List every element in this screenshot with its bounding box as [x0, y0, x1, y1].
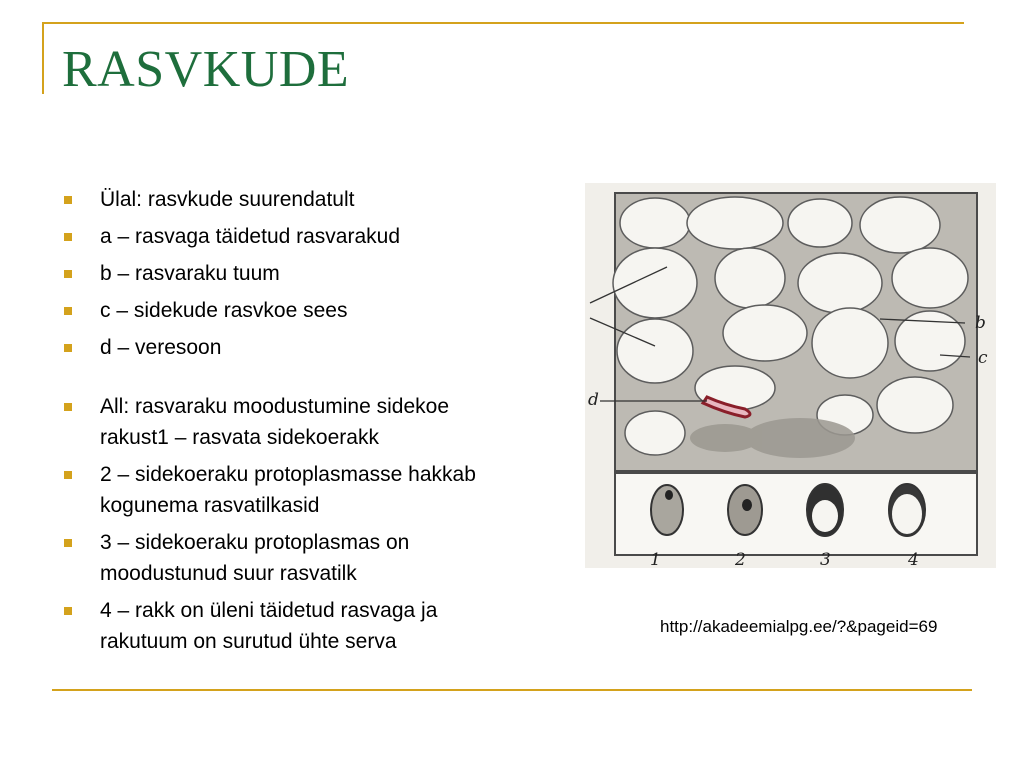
bullet-item: [64, 332, 504, 363]
bullet-list: [64, 184, 504, 663]
bullet-text: 4 – rakk on üleni täidetud rasvaga ja rakutuum on surutud ühte serva: [100, 599, 438, 653]
bullet-item: [64, 221, 504, 252]
figure-label-b: b: [975, 313, 986, 333]
bullet-item: [64, 527, 504, 589]
bullet-text: Ülal: rasvkude suurendatult: [100, 188, 355, 211]
bullet-text: c – sidekude rasvkoe sees: [100, 299, 348, 322]
figure-label-d: d: [588, 390, 599, 410]
bullet-item: [64, 595, 504, 657]
bullet-item: [64, 258, 504, 289]
bullet-square-icon: [64, 233, 72, 241]
bullet-item: [64, 184, 504, 215]
bullet-item: [64, 295, 504, 326]
bullet-text: a – rasvaga täidetud rasvarakud: [100, 225, 401, 248]
source-url: http://akadeemialpg.ee/?&pageid=69: [660, 617, 938, 636]
slide-title: RASVKUDE: [62, 41, 350, 98]
figure-label-c: c: [978, 348, 988, 368]
bullet-square-icon: [64, 270, 72, 278]
bullet-text: b – rasvaraku tuum: [100, 262, 280, 285]
bullet-square-icon: [64, 344, 72, 352]
figure-label-2: 2: [735, 550, 746, 568]
figure-label-3: 3: [820, 550, 831, 568]
figure-label-4: 4: [908, 550, 919, 568]
bullet-square-icon: [64, 307, 72, 315]
bullet-square-icon: [64, 539, 72, 547]
bullet-square-icon: [64, 196, 72, 204]
bullet-square-icon: [64, 403, 72, 411]
bullet-item: [64, 459, 504, 521]
bullet-square-icon: [64, 471, 72, 479]
bullet-square-icon: [64, 607, 72, 615]
bullet-text: 2 – sidekoeraku protoplasmasse hakkab kogunema rasvatilkasid: [100, 463, 476, 517]
bullet-text: All: rasvaraku moodustumine sidekoe rakust1 – rasvata sidekoerakk: [100, 395, 450, 449]
figure-label-1: 1: [650, 550, 661, 568]
bullet-text: 3 – sidekoeraku protoplasmas on moodustunud suur rasvatilk: [100, 531, 410, 585]
adipose-tissue-illustration: [585, 183, 996, 568]
decorative-vertical-line: [42, 22, 44, 94]
bullet-item: [64, 391, 504, 453]
decorative-bottom-line: [52, 689, 972, 691]
bullet-text: d – veresoon: [100, 336, 222, 359]
decorative-top-line: [42, 22, 964, 24]
